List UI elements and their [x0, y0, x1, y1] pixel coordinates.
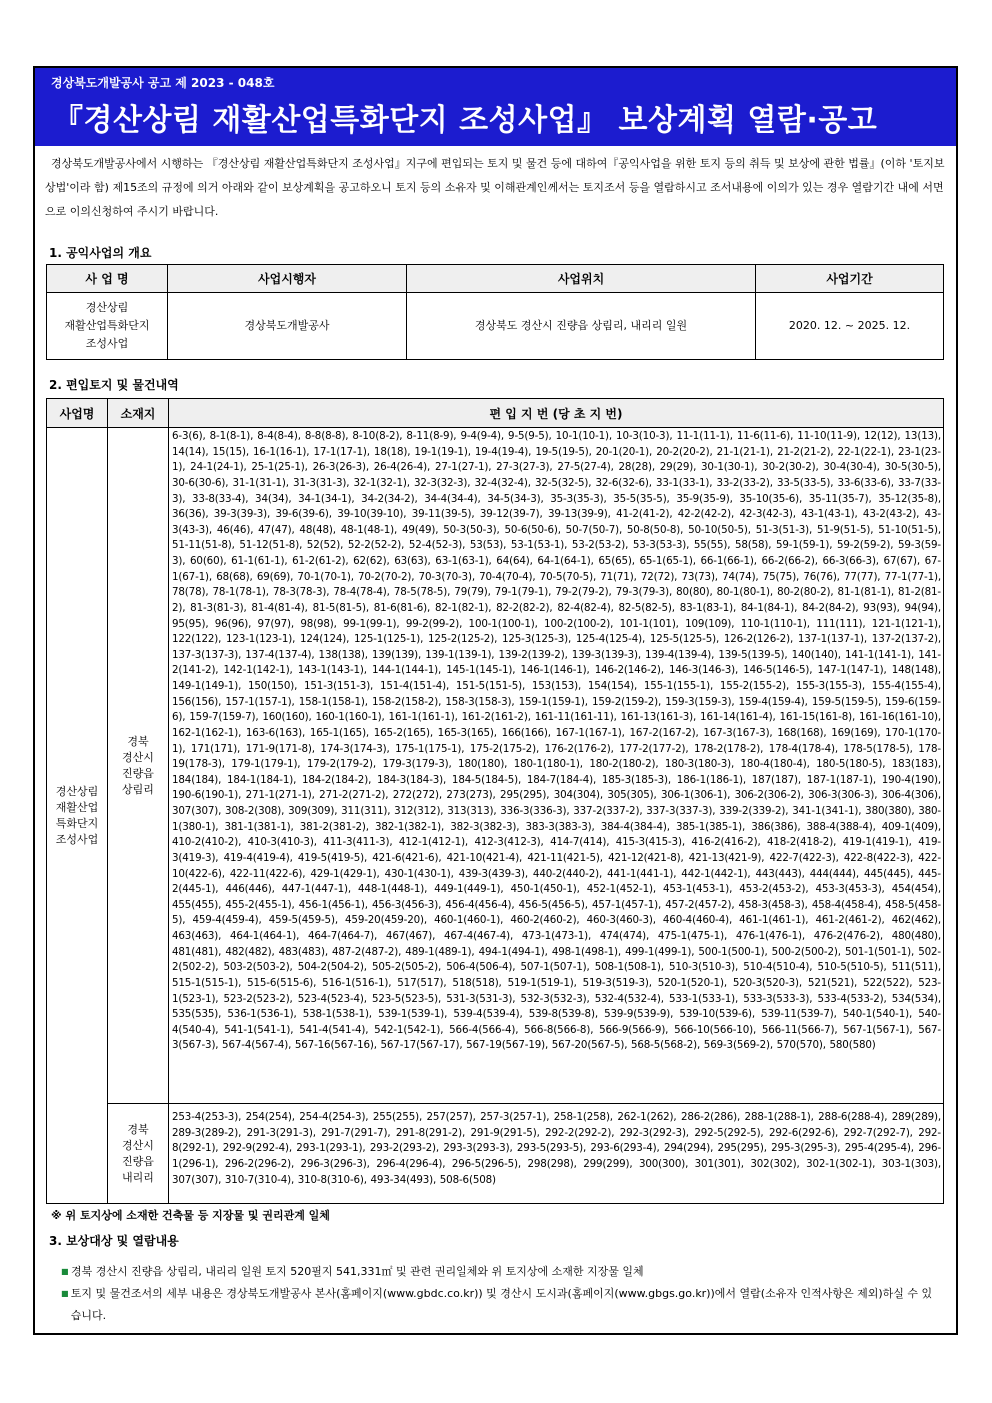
- list-item: [61, 1261, 941, 1283]
- project-cell: [47, 428, 108, 1204]
- page-title: 『경산상림 재활산업특화단지 조성사업』 보상계획 열람·공고: [53, 103, 878, 138]
- project-name-line: 재활산업특화단지: [64, 319, 150, 332]
- notice-frame: [33, 66, 958, 1335]
- project-name-line: 경산상림: [85, 301, 129, 314]
- header-project-name: 사 업 명: [47, 265, 168, 293]
- section3-heading: 3. 보상대상 및 열람내용: [49, 1234, 179, 1248]
- project-line: 조성사업: [55, 832, 99, 846]
- address-line: 상림리: [122, 782, 154, 796]
- address-line: 경북: [127, 734, 149, 748]
- project-overview-table: [46, 264, 944, 360]
- obstacles-note: ※ 위 토지상에 소재한 건축물 등 지장물 및 권리관계 일체: [51, 1209, 330, 1222]
- address-line: 내리리: [122, 1170, 154, 1184]
- project-name-cell: [47, 293, 168, 360]
- address-line: 진량읍: [122, 766, 154, 780]
- address-cell-naeri: [108, 1104, 169, 1204]
- section3-bullets: [61, 1261, 941, 1327]
- parcel-list-sangnim: 6-3(6), 8-1(8-1), 8-4(8-4), 8-8(8-8), 8-10(8-2), 8-11(8-9), 9-4(9-4), 9-5(9-5), 10-1(10-1), 10-3(10-3), 11-1(11-1), 11-6(11-6), 11-10(11-9), 12(12), 13(13), 14(14), 15(15), 16-1(16-1), 17-1(17-1), 18(18), 19-1(19-1), 19-4(19-4), 19-5(19-5), 20-1(20-1), 20-2(20-2), 21-1(21-1), 21-2(21-2), 22-1(22-1), 23-1(23-1), 24-1(24-1), 25-1(25-1), 26-3(26-3), 26-4(26-4), 27-1(27-1), 27-3(27-3), 27-5(27-4), 28(28), 29(29), 30-1(30-1), 30-2(30-2), 30-4(30-4), 30-5(30-5), 30-6(30-6), 31-1(31-1), 31-3(31-3), 32-1(32-1), 32-3(32-3), 32-4(32-4), 32-5(32-5), 32-6(32-6), 33-1(33-1), 33-2(33-2), 33-5(33-5), 33-6(33-6), 33-7(33-3), 33-8(33-4), 34(34), 34-1(34-1), 34-2(34-2), 34-4(34-4), 34-5(34-3), 35-3(35-3), 35-5(35-5), 35-9(35-9), 35-10(35-6), 35-11(35-7), 35-12(35-8), 36(36), 39-3(39-3), 39-6(39-6), 39-10(39-10), 39-11(39-5), 39-12(39-7), 39-13(39-9), 41-2(41-2), 42-2(42-2), 42-3(42-3), 43-1(43-1), 43-2(43-2), 43-3(43-3), 46(46), 47(47), 48(48), 48-1(48-1), 49(49), 50-3(50-3), 50-6(50-6), 50-7(50-7), 50-8(50-8), 50-10(50-5), 51-3(51-3), 51-9(51-5), 51-10(51-5), 51-11(51-8), 51-12(51-8), 52(52), 52-2(52-2), 52-4(52-3), 53(53), 53-1(53-1), 53-2(53-2), 53-3(53-3), 55(55), 58(58), 59-1(59-1), 59-2(59-2), 59-3(59-3), 60(60), 61-1(61-1), 61-2(61-2), 62(62), 63(63), 63-1(63-1), 64(64), 64-1(64-1), 65(65), 65-1(65-1), 66-1(66-1), 66-2(66-2), 66-3(66-3), 67(67), 67-1(67-1), 68(68), 69(69), 70-1(70-1), 70-2(70-2), 70-3(70-3), 70-4(70-4), 70-5(70-5), 71(71), 72(72), 73(73), 74(74), 75(75), 76(76), 77(77), 77-1(77-1), 78(78), 78-1(78-1), 78-3(78-3), 78-4(78-4), 78-5(78-5), 79(79), 79-1(79-1), 79-2(79-2), 79-3(79-3), 80(80), 80-1(80-1), 80-2(80-2), 81-1(81-1), 81-2(81-2), 81-3(81-3), 81-4(81-4), 81-5(81-5), 81-6(81-6), 82-1(82-1), 82-2(82-2), 82-4(82-4), 82-5(82-5), 83-1(83-1), 84-1(84-1), 84-2(84-2), 93(93), 94(94), 95(95), 96(96), 97(97), 98(98), 99-1(99-1), 99-2(99-2), 100-1(100-1), 100-2(100-2), 101-1(101), 109(109), 110-1(110-1), 111(111), 121-1(121-1), 122(122), 123-1(123-1), 124(124), 125-1(125-1), 125-2(125-2), 125-3(125-3), 125-4(125-4), 125-5(125-5), 126-2(126-2), 137-1(137-1), 137-2(137-2), 137-3(137-3), 137-4(137-4), 138(138), 139(139), 139-1(139-1), 139-2(139-2), 139-3(139-3), 139-4(139-4), 139-5(139-5), 140(140), 141-1(141-1), 141-2(141-2), 142-1(142-1), 143-1(143-1), 144-1(144-1), 145-1(145-1), 146-1(146-1), 146-2(146-2), 146-3(146-3), 146-5(146-5), 147-1(147-1), 148(148), 149-1(149-1), 150(150), 151-3(151-3), 151-4(151-4), 151-5(151-5), 153(153), 154(154), 155-1(155-1), 155-2(155-2), 155-3(155-3), 155-4(155-4), 156(156), 157-1(157-1), 158-1(158-1), 158-2(158-2), 158-3(158-3), 159-1(159-1), 159-2(159-2), 159-3(159-3), 159-4(159-4), 159-5(159-5), 159-6(159-6), 159-7(159-7), 160(160), 160-1(160-1), 161-1(161-1), 161-2(161-2), 161-11(161-11), 161-13(161-3), 161-14(161-4), 161-15(161-8), 161-16(161-10), 162-1(162-1), 163-6(163), 165-1(165), 165-2(165), 165-3(165), 166(166), 167-1(167-1), 167-2(167-2), 167-3(167-3), 168(168), 169(169), 170-1(170-1), 171(171), 171-9(171-8), 174-3(174-3), 175-1(175-1), 175-2(175-2), 176-2(176-2), 177-2(177-2), 178-2(178-2), 178-4(178-4), 178-5(178-5), 178-19(178-3), 179-1(179-1), 179-2(179-2), 179-3(179-3), 180(180), 180-1(180-1), 180-2(180-2), 180-3(180-3), 180-4(180-4), 180-5(180-5), 183(183), 184(184), 184-1(184-1), 184-2(184-2), 184-3(184-3), 184-5(184-5), 184-7(184-4), 185-3(185-3), 186-1(186-1), 187(187), 187-1(187-1), 190-4(190), 190-6(190-1), 271-1(271-1), 271-2(271-2), 272(272), 273(273), 295(295), 304(304), 305(305), 306-1(306-1), 306-2(306-2), 306-3(306-3), 306-4(306), 307(307), 308-2(308), 309(309), 311(311), 312(312), 313(313), 336-3(336-3), 337-2(337-2), 337-3(337-3), 339-2(339-2), 341-1(341-1), 380(380), 380-1(380-1), 381-1(381-1), 381-2(381-2), 382-1(382-1), 382-3(382-3), 383-3(383-3), 384-4(384-4), 385-1(385-1), 386(386), 388-4(388-4), 409-1(409), 410-2(410-2), 410-3(410-3), 411-3(411-3), 412-1(412-1), 412-3(412-3), 414-7(414), 415-3(415-3), 416-2(416-2), 418-2(418-2), 419-1(419-1), 419-3(419-3), 419-4(419-4), 419-5(419-5), 421-6(421-6), 421-10(421-4), 421-11(421-5), 421-12(421-8), 421-13(421-9), 422-7(422-3), 422-8(422-3), 422-10(422-6), 422-11(422-6), 429-1(429-1), 430-1(430-1), 439-3(439-3), 440-2(440-2), 441-1(441-1), 442-1(442-1), 443(443), 444(444), 445(445), 445-2(445-1), 446(446), 447-1(447-1), 448-1(448-1), 449-1(449-1), 450-1(450-1), 452-1(452-1), 453-1(453-1), 453-2(453-2), 453-3(453-3), 454(454), 455(455), 455-2(455-1), 456-1(456-1), 456-3(456-3), 456-4(456-4), 456-5(456-5), 457-1(457-1), 457-2(457-2), 458-3(458-3), 458-4(458-4), 458-5(458-5), 459-4(459-4), 459-5(459-5), 459-20(459-20), 460-1(460-1), 460-2(460-2), 460-3(460-3), 460-4(460-4), 461-1(461-1), 461-2(461-2), 462(462), 463(463), 464-1(464-1), 464-7(464-7), 467(467), 467-4(467-4), 473-1(473-1), 474(474), 475-1(475-1), 476-1(476-1), 476-2(476-2), 480(480), 481(481), 482(482), 483(483), 487-2(487-2), 489-1(489-1), 494-1(494-1), 498-1(498-1), 499-1(499-1), 500-1(500-1), 500-2(500-2), 501-1(501-1), 502-2(502-2), 503-2(503-2), 504-2(504-2), 505-2(505-2), 506-4(506-4), 507-1(507-1), 508-1(508-1), 510-3(510-3), 510-4(510-4), 510-5(510-5), 511(511), 515-1(515-1), 515-6(515-6), 516-1(516-1), 517(517), 518(518), 519-1(519-1), 519-3(519-3), 520-1(520-1), 520-3(520-3), 521(521), 522(522), 523-1(523-1), 523-2(523-2), 523-4(523-4), 523-5(523-5), 531-3(531-3), 532-3(532-3), 532-4(532-4), 533-1(533-1), 533-3(533-3), 533-4(533-2), 534(534), 535(535), 536-1(536-1), 538-1(538-1), 539-1(539-1), 539-4(539-4), 539-8(539-8), 539-9(539-9), 539-10(539-6), 539-11(539-7), 540-1(540-1), 540-4(540-4), 541-1(541-1), 541-4(541-4), 542-1(542-1), 566-4(566-4), 566-8(566-8), 566-9(566-9), 566-10(566-10), 566-11(566-7), 567-1(567-1), 567-3(567-3), 567-4(567-4), 567-16(567-16), 567-17(567-17), 567-19(567-19), 567-20(567-5), 568-5(568-2), 569-3(569-2), 570(570), 580(580): [169, 428, 944, 1104]
- header-address: 소재지: [108, 399, 169, 428]
- parcel-list-naeri: 253-4(253-3), 254(254), 254-4(254-3), 255(255), 257(257), 257-3(257-1), 258-1(258), 262-1(262), 286-2(286), 288-1(288-1), 288-6(288-4), 289(289), 289-3(289-2), 291-3(291-3), 291-7(291-7), 291-8(291-2), 291-9(291-5), 292-2(292-2), 292-3(292-3), 292-5(292-5), 292-6(292-6), 292-7(292-7), 292-8(292-1), 292-9(292-4), 293-1(293-1), 293-2(293-2), 293-3(293-3), 293-5(293-5), 293-6(293-4), 294(294), 295(295), 295-3(295-3), 295-4(295-4), 296-1(296-1), 296-2(296-2), 296-3(296-3), 296-4(296-4), 296-5(296-5), 298(298), 299(299), 300(300), 301(301), 302(302), 302-1(302-1), 303-1(303), 307(307), 310-7(310-4), 310-8(310-6), 493-34(493), 508-6(508): [169, 1104, 944, 1204]
- bullet-square-icon: ■: [61, 1267, 69, 1276]
- intro-paragraph: 경상북도개발공사에서 시행하는 『경산상림 재활산업특화단지 조성사업』지구에 편입되는 토지 및 물건 등에 대하여『공익사업을 위한 토지 등의 취득 및 보상에 관한 법률』(이하 '토지보상법'이라 함) 제15조의 규정에 의거 아래와 같이 보상계획을 공고하오니 토지 등의 소유자 및 이해관계인께서는 토지조서 등을 열람하시고 조서내용에 이의가 있는 경우 열람기간 내에 서면으로 이의신청하여 주시기 바랍니다.: [45, 157, 945, 218]
- address-line: 경산시: [122, 750, 154, 764]
- project-line: 경산상림: [55, 784, 99, 798]
- header-project: 사업명: [47, 399, 108, 428]
- address-line: 진량읍: [122, 1154, 154, 1168]
- project-line: 특화단지: [55, 816, 99, 830]
- bullet-text: 경북 경산시 진량읍 상림리, 내리리 일원 토지 520필지 541,331㎡ 및 관련 권리일체와 위 토지상에 소재한 지장물 일체: [71, 1265, 644, 1278]
- operator-cell: 경상북도개발공사: [168, 293, 407, 360]
- address-line: 경북: [127, 1122, 149, 1136]
- bullet-text: 토지 및 물건조서의 세부 내용은 경상북도개발공사 본사(홈페이지(www.gbdc.co.kr)) 및 경산시 도시과(홈페이지(www.gbgs.go.kr))에서 열람(소유자 인적사항은 제외)하실 수 있습니다.: [70, 1287, 933, 1322]
- project-name-line: 조성사업: [85, 337, 129, 350]
- period-cell: 2020. 12. ~ 2025. 12.: [756, 293, 944, 360]
- parcels-table: [46, 398, 944, 1204]
- header-operator: 사업시행자: [168, 265, 407, 293]
- notice-number: 경상북도개발공사 공고 제 2023 - 048호: [51, 76, 275, 90]
- section2-heading: 2. 편입토지 및 물건내역: [49, 378, 179, 392]
- project-line: 재활산업: [55, 800, 99, 814]
- title-banner: [35, 68, 956, 146]
- header-location: 사업위치: [407, 265, 756, 293]
- list-item: [61, 1283, 941, 1327]
- address-line: 경산시: [122, 1138, 154, 1152]
- header-parcel-numbers: 편 입 지 번 (당 초 지 번): [169, 399, 944, 428]
- address-cell-sangnim: [108, 428, 169, 1104]
- header-period: 사업기간: [756, 265, 944, 293]
- section1-heading: 1. 공익사업의 개요: [49, 246, 152, 260]
- bullet-square-icon: ■: [61, 1289, 69, 1298]
- location-cell: 경상북도 경산시 진량읍 상림리, 내리리 일원: [407, 293, 756, 360]
